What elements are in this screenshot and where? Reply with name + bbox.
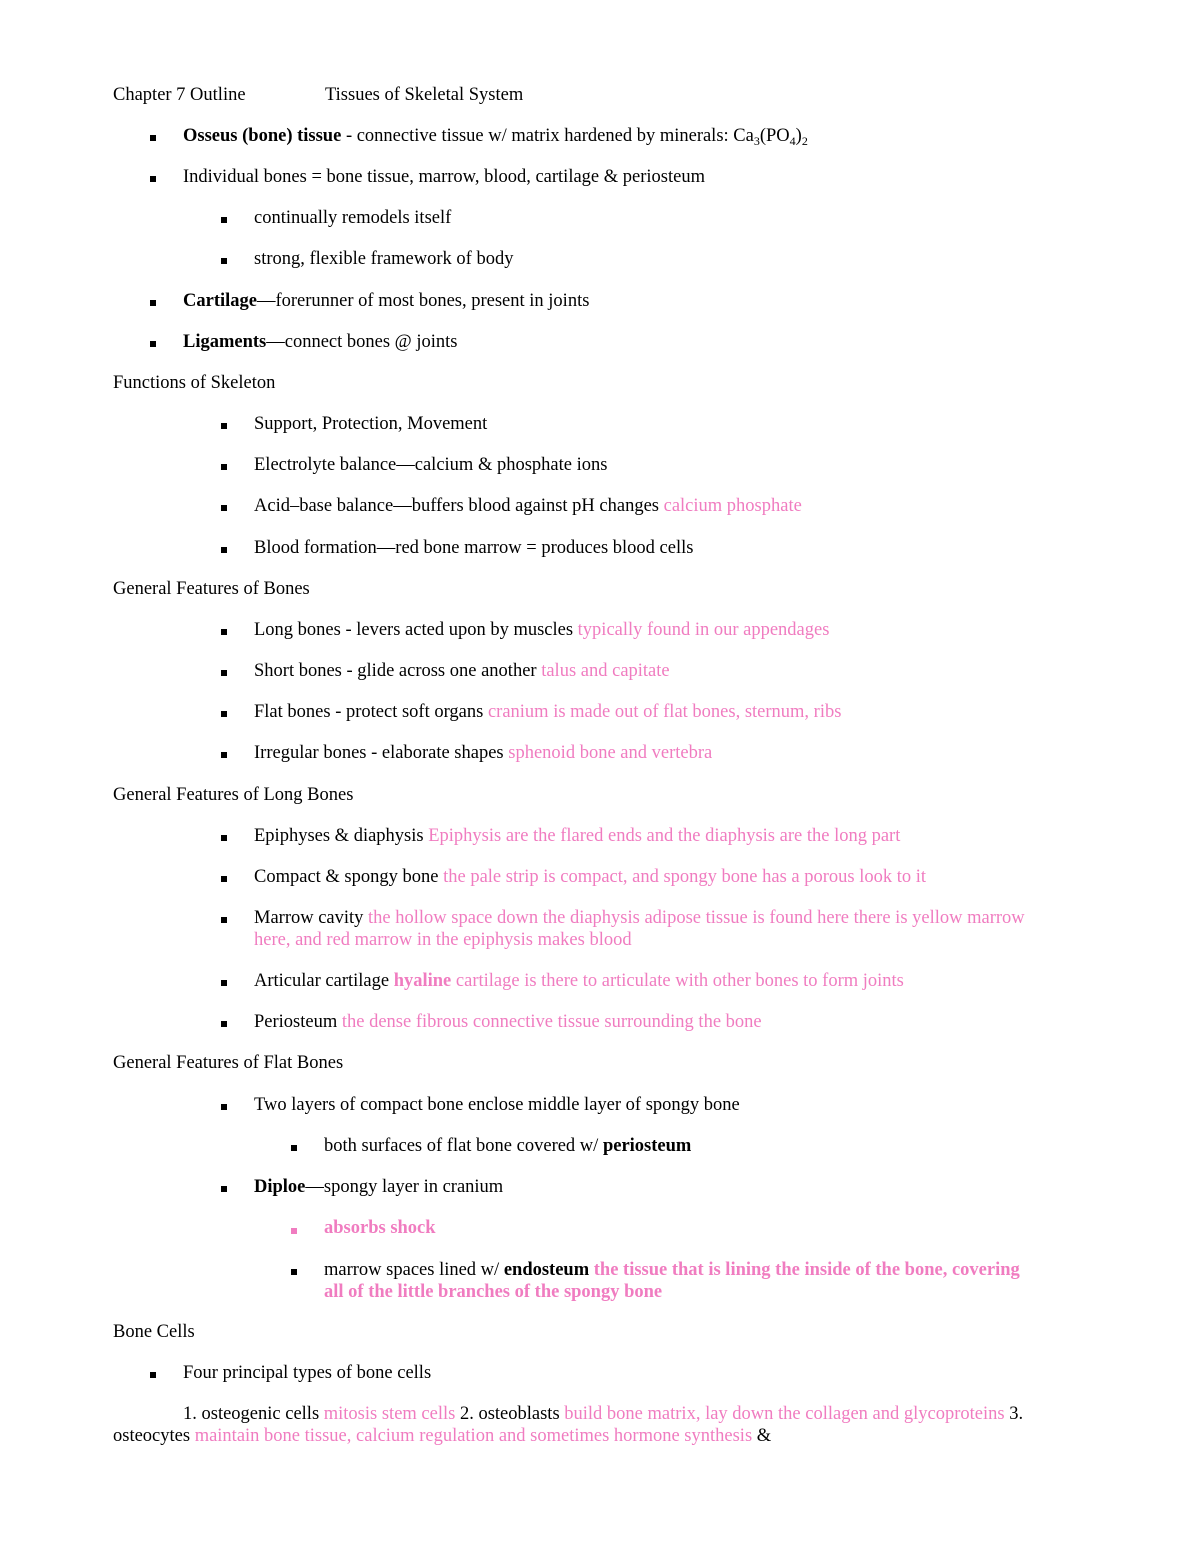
bullet-icon [150, 176, 156, 182]
heading-text: General Features of Flat Bones [113, 1053, 344, 1073]
bullet-icon [221, 505, 227, 511]
short-bones-item [254, 660, 670, 682]
bullet-icon [291, 1228, 297, 1234]
item-text: osteocytes [113, 1426, 195, 1446]
term-bold: Osseus (bone) tissue [183, 126, 342, 146]
annotation-note: calcium phosphate [663, 496, 802, 516]
term-bold: Cartilage [183, 291, 257, 311]
annotation-note: the pale strip is compact, and spongy bone has a porous look to it [443, 867, 927, 887]
bullet-icon [291, 1269, 297, 1275]
item-text: Marrow cavity [254, 908, 369, 928]
remodels-item [254, 207, 451, 229]
item-text: Periosteum [254, 1012, 342, 1032]
annotation-bold: absorbs shock [324, 1218, 436, 1238]
annotation-note: cartilage is there to articulate with other bones to form joints [451, 971, 904, 991]
section-heading-long-bones [113, 784, 353, 806]
item-text: —forerunner of most bones, present in joints [256, 291, 590, 311]
bullet-icon [221, 917, 227, 923]
item-text: 1. osteogenic cells [183, 1404, 324, 1424]
articular-item [254, 970, 904, 992]
electrolyte-item [254, 454, 607, 476]
bullet-icon [221, 423, 227, 429]
bullet-icon [221, 980, 227, 986]
section-heading-bones [113, 578, 310, 600]
marrow-cavity-continued [254, 929, 632, 951]
term-bold: periosteum [602, 1136, 692, 1156]
heading-text: General Features of Bones [113, 579, 310, 599]
irregular-bones-item [254, 742, 712, 764]
blood-item [254, 537, 693, 559]
acid-base-item [254, 495, 802, 517]
item-text: Flat bones - protect soft organs [254, 702, 488, 722]
title-text: Tissues of Skeletal System [325, 85, 524, 105]
bullet-icon [221, 258, 227, 264]
item-text: strong, flexible framework of body [254, 249, 514, 269]
item-text: Irregular bones - elaborate shapes [254, 743, 509, 763]
item-text: Epiphyses & diaphysis [254, 826, 429, 846]
chapter-text: Chapter 7 Outline [113, 85, 246, 105]
item-text: —connect bones @ joints [266, 332, 458, 352]
item-text: Support, Protection, Movement [254, 414, 488, 434]
bullet-icon [221, 1186, 227, 1192]
annotation-note: the hollow space down the diaphysis adipose tissue is found here there is yellow marrow [368, 908, 1025, 928]
cartilage-item [183, 290, 589, 312]
long-bones-item [254, 619, 829, 641]
bullet-icon [221, 217, 227, 223]
annotation-bold: the tissue that is lining the inside of the bone, covering [589, 1260, 1020, 1280]
diploe-item [254, 1176, 503, 1198]
section-heading-bone-cells [113, 1321, 195, 1343]
subscript: 4 [789, 134, 796, 148]
individual-item [183, 166, 705, 188]
formula-part: (PO [759, 126, 790, 146]
cell-types-line-2 [113, 1425, 771, 1447]
cell-types-line-1 [183, 1403, 1023, 1425]
annotation-note: here, and red marrow in the epiphysis makes blood [254, 930, 632, 950]
absorbs-shock-item [324, 1217, 436, 1239]
annotation-note: Epiphysis are the flared ends and the diaphysis are the long part [428, 826, 901, 846]
flat-bones-item [254, 701, 841, 723]
bullet-icon [221, 1104, 227, 1110]
item-text: Two layers of compact bone enclose middle layer of spongy bone [254, 1095, 740, 1115]
annotation-note: cranium is made out of flat bones, sternum, ribs [487, 702, 842, 722]
heading-text: Functions of Skeleton [113, 373, 276, 393]
item-text: Short bones - glide across one another [254, 661, 542, 681]
term-bold: Ligaments [183, 332, 267, 352]
bullet-icon [291, 1145, 297, 1151]
four-types-item [183, 1362, 431, 1384]
osseus-item [183, 125, 808, 148]
page-title [325, 84, 523, 106]
section-heading-functions [113, 372, 275, 394]
ligaments-item [183, 331, 457, 353]
annotation-note: talus and capitate [541, 661, 670, 681]
term-bold: endosteum [503, 1260, 590, 1280]
bullet-icon [150, 341, 156, 347]
support-item [254, 413, 487, 435]
item-text: Acid–base balance—buffers blood against pH changes [254, 496, 664, 516]
bullet-icon [221, 629, 227, 635]
annotation-note: maintain bone tissue, calcium regulation and sometimes hormone synthesis [194, 1426, 753, 1446]
bullet-icon [221, 711, 227, 717]
item-text: Four principal types of bone cells [183, 1363, 432, 1383]
bullet-icon [221, 1021, 227, 1027]
item-text: Blood formation—red bone marrow = produces blood cells [254, 538, 694, 558]
item-text: 2. osteoblasts [455, 1404, 565, 1424]
epiphyses-item [254, 825, 900, 847]
item-text: marrow spaces lined w/ [324, 1260, 504, 1280]
two-layers-item [254, 1094, 740, 1116]
surfaces-item [324, 1135, 691, 1157]
item-text: Electrolyte balance—calcium & phosphate ions [254, 455, 608, 475]
bullet-icon [221, 876, 227, 882]
heading-text: General Features of Long Bones [113, 785, 354, 805]
annotation-note: mitosis stem cells [323, 1404, 456, 1424]
item-text: Individual bones = bone tissue, marrow, blood, cartilage & periosteum [183, 167, 705, 187]
formula-part: ) [795, 126, 802, 146]
item-text: - connective tissue w/ matrix hardened by minerals: Ca [341, 126, 754, 146]
annotation-note: build bone matrix, lay down the collagen and glycoproteins [564, 1404, 1005, 1424]
chapter-label [113, 84, 246, 106]
annotation-note: typically found in our appendages [577, 620, 830, 640]
annotation-note: sphenoid bone and vertebra [508, 743, 713, 763]
annotation-bold: all of the little branches of the spongy bone [324, 1282, 663, 1302]
item-text: Long bones - levers acted upon by muscles [254, 620, 578, 640]
item-text: Compact & spongy bone [254, 867, 444, 887]
marrow-spaces-item [324, 1259, 1020, 1281]
bullet-icon [221, 547, 227, 553]
bullet-icon [221, 835, 227, 841]
compact-item [254, 866, 926, 888]
annotation-note: the dense fibrous connective tissue surrounding the bone [341, 1012, 762, 1032]
term-bold: Diploe [254, 1177, 306, 1197]
annotation-bold: hyaline [393, 971, 452, 991]
marrow-spaces-continued [324, 1281, 662, 1303]
heading-text: Bone Cells [113, 1322, 195, 1342]
bullet-icon [150, 135, 156, 141]
item-text: & [752, 1426, 772, 1446]
section-heading-flat-bones [113, 1052, 343, 1074]
bullet-icon [150, 1372, 156, 1378]
bullet-icon [150, 300, 156, 306]
subscript: 3 [753, 134, 760, 148]
bullet-icon [221, 464, 227, 470]
item-text: continually remodels itself [254, 208, 452, 228]
bullet-icon [221, 670, 227, 676]
subscript: 2 [801, 134, 808, 148]
item-text: both surfaces of flat bone covered w/ [324, 1136, 603, 1156]
item-text: —spongy layer in cranium [305, 1177, 504, 1197]
marrow-cavity-item [254, 907, 1025, 929]
item-text: 3. [1004, 1404, 1024, 1424]
item-text: Articular cartilage [254, 971, 394, 991]
framework-item [254, 248, 513, 270]
periosteum-item [254, 1011, 762, 1033]
bullet-icon [221, 752, 227, 758]
